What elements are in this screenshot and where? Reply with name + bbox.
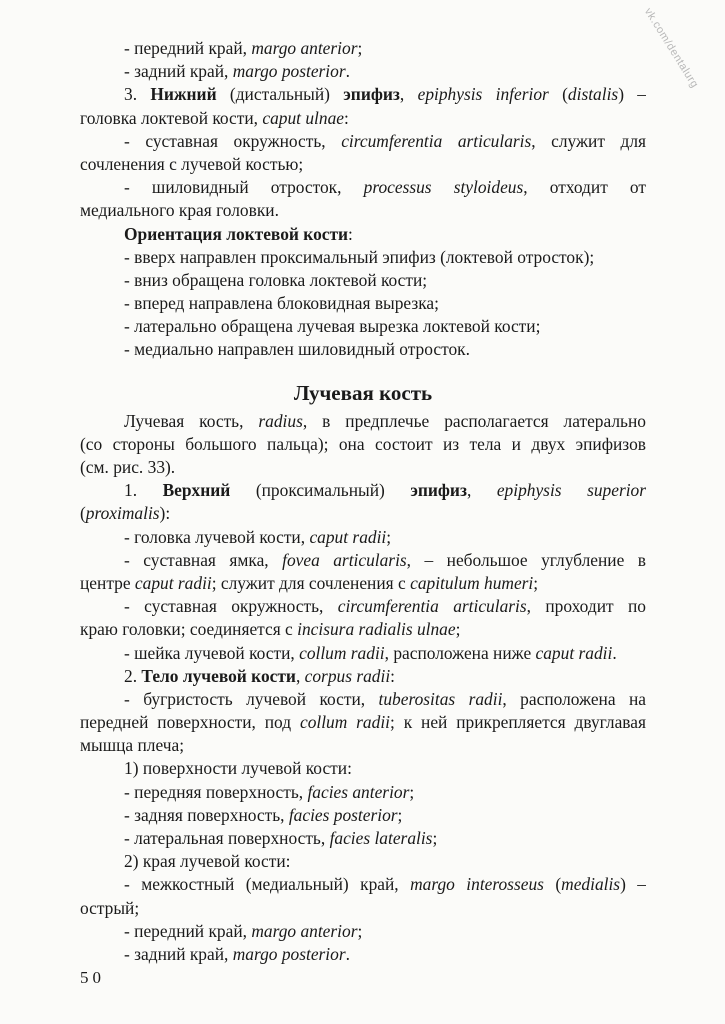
latin-term: facies lateralis [329, 828, 433, 848]
text-line [80, 315, 646, 338]
text-line [80, 246, 646, 269]
text-span: ( [543, 874, 562, 895]
text-span: ( [548, 84, 568, 105]
text-span: ; [357, 920, 363, 941]
text-line [80, 338, 646, 361]
text-span: - вверх направлен проксимальный эпифиз (локтевой отросток); [124, 246, 595, 267]
text-span: : [348, 223, 353, 244]
bold-term: эпифиз [343, 84, 400, 105]
text-span: : [390, 665, 395, 686]
text-line [80, 920, 646, 943]
text-span: ; [432, 828, 438, 848]
latin-term: processus styloideus [363, 177, 524, 198]
text-span: - межкостный (медиальный) край, [124, 874, 411, 895]
bold-term: эпифиз [410, 480, 467, 501]
text-line [80, 433, 646, 456]
text-span: ; [386, 526, 392, 547]
text-span: краю головки; соединяется с [80, 619, 298, 640]
text-span: 2. [124, 665, 142, 686]
bold-term: Ориентация локтевой кости [124, 223, 349, 244]
text-span: ) – [620, 874, 646, 895]
text-span: медиального края головки. [80, 200, 279, 221]
latin-term: margo posterior [232, 943, 346, 964]
text-span: - бугристость лучевой кости, [124, 688, 379, 709]
text-span: - шейка лучевой кости, [124, 642, 300, 663]
text-span: - латеральная поверхность, [124, 828, 330, 848]
latin-term: caput radii [535, 642, 613, 663]
text-line [80, 850, 646, 873]
latin-term: caput radii [134, 572, 212, 593]
text-span: мышца плеча; [80, 735, 185, 756]
text-line [80, 60, 646, 83]
text-span: (проксимальный) [230, 480, 411, 501]
latin-term: radius [258, 410, 303, 431]
text-line [80, 943, 646, 966]
watermark-text: vk.com/dentalurg [641, 6, 701, 91]
text-span: сочленения с лучевой костью; [80, 153, 304, 174]
text-span: , в предплечье располагается латерально [302, 410, 646, 431]
latin-term: distalis [567, 84, 619, 105]
text-span: - передний край, [124, 920, 252, 941]
text-span: (со стороны большого пальца); она состоит из тела и двух эпифизов [80, 433, 646, 454]
text-span: - суставная окружность, [124, 130, 342, 151]
text-span: . [345, 943, 350, 964]
text-line [80, 897, 646, 920]
text-line [80, 456, 646, 479]
text-span: 1) поверхности лучевой кости: [124, 758, 352, 779]
text-line [80, 83, 646, 106]
text-span: - суставная ямка, [124, 549, 283, 570]
latin-term: fovea articularis [282, 549, 407, 570]
latin-term: epiphysis superior [496, 480, 646, 501]
text-line [80, 734, 646, 757]
latin-term: collum radii [299, 642, 385, 663]
text-line [80, 827, 646, 850]
bold-term: Верхний [162, 480, 231, 501]
text-span: - передняя поверхность, [124, 781, 308, 802]
text-line [80, 688, 646, 711]
latin-term: circumferentia articularis [341, 130, 532, 151]
text-line [80, 711, 646, 734]
text-span: , расположена ниже [384, 642, 536, 663]
text-span: ; [409, 781, 415, 802]
text-line [80, 804, 646, 827]
text-span: ; служит для сочленения с [211, 572, 411, 593]
text-span: - латерально обращена лучевая вырезка локтевой кости; [124, 316, 541, 337]
text-span: - передний край, [124, 38, 252, 58]
latin-term: facies posterior [288, 804, 398, 825]
text-line [80, 618, 646, 641]
text-span: - задний край, [124, 61, 233, 82]
text-span: : [344, 107, 349, 128]
text-line [80, 549, 646, 572]
latin-term: facies anterior [307, 781, 410, 802]
text-line [80, 873, 646, 896]
text-span: - задний край, [124, 943, 233, 964]
latin-term: caput radii [309, 526, 387, 547]
text-line [80, 595, 646, 618]
text-line [80, 176, 646, 199]
section-heading [80, 376, 646, 410]
text-span: 1. [124, 480, 163, 501]
text-span: 2) края лучевой кости: [124, 851, 291, 872]
text-span: Лучевая кость [293, 380, 433, 405]
text-span: центре [80, 572, 135, 593]
latin-term: incisura radialis ulnae [297, 619, 456, 640]
text-span: головка локтевой кости, [80, 107, 263, 128]
text-span: . [612, 642, 617, 663]
text-span: Лучевая кость, [124, 410, 259, 431]
text-span: - шиловидный отросток, [124, 177, 364, 198]
text-span: - задняя поверхность, [124, 804, 289, 825]
text-span: , – небольшое углубление в [406, 549, 646, 570]
text-line [80, 292, 646, 315]
bold-term: Нижний [150, 84, 217, 105]
text-span: , отходит от [523, 177, 646, 198]
text-span: , [466, 480, 497, 501]
latin-term: margo interosseus [410, 874, 544, 895]
latin-term: epiphysis inferior [417, 84, 549, 105]
text-span: острый; [80, 897, 140, 918]
latin-term: corpus radii [304, 665, 391, 686]
latin-term: medialis [561, 874, 621, 895]
text-span: ) – [618, 84, 646, 105]
latin-term: margo anterior [251, 920, 358, 941]
text-span: ; [533, 572, 539, 593]
text-line [80, 199, 646, 222]
text-span: 3. [124, 84, 151, 105]
text-span: , проходит по [526, 596, 646, 617]
latin-term: circumferentia articularis [337, 596, 527, 617]
text-span: , расположена на [502, 688, 646, 709]
page-number: 50 [80, 968, 105, 987]
text-span: (см. рис. 33). [80, 457, 176, 477]
text-span: ( [80, 503, 86, 524]
text-line [80, 642, 646, 665]
latin-term: tuberositas radii [378, 688, 503, 709]
text-span: ): [159, 503, 171, 524]
text-span: - медиально направлен шиловидный отросток. [124, 339, 470, 360]
bold-term: Тело лучевой кости [141, 665, 296, 686]
text-line [80, 37, 646, 60]
text-line [80, 502, 646, 525]
text-line [80, 223, 646, 246]
latin-term: margo anterior [251, 38, 358, 58]
text-span: , [295, 665, 305, 686]
page-body [80, 37, 646, 966]
text-line [80, 526, 646, 549]
text-line [80, 479, 646, 502]
text-line [80, 757, 646, 780]
latin-term: capitulum humeri [410, 572, 534, 593]
text-line [80, 107, 646, 130]
latin-term: collum radii [299, 712, 390, 733]
text-span: - головка лучевой кости, [124, 526, 310, 547]
text-span: - вниз обращена головка локтевой кости; [124, 269, 428, 290]
text-line [80, 572, 646, 595]
text-span: - вперед направлена блоковидная вырезка; [124, 293, 439, 314]
latin-term: caput ulnae [262, 107, 344, 128]
text-span: ; [397, 804, 403, 825]
text-span: . [345, 61, 350, 82]
latin-term: margo posterior [232, 61, 346, 82]
text-span: ; к ней прикрепляется двуглавая [390, 712, 646, 733]
text-span: , [399, 84, 418, 105]
text-line [80, 665, 646, 688]
text-span: , служит для [531, 130, 646, 151]
text-span: - суставная окружность, [124, 596, 338, 617]
text-span: ; [455, 619, 461, 640]
text-line [80, 153, 646, 176]
text-span: передней поверхности, под [80, 712, 300, 733]
text-span: ; [357, 38, 363, 58]
text-line [80, 130, 646, 153]
latin-term: proximalis [85, 503, 160, 524]
text-line [80, 781, 646, 804]
text-line [80, 269, 646, 292]
text-line [80, 410, 646, 433]
text-span: (дистальный) [216, 84, 344, 105]
